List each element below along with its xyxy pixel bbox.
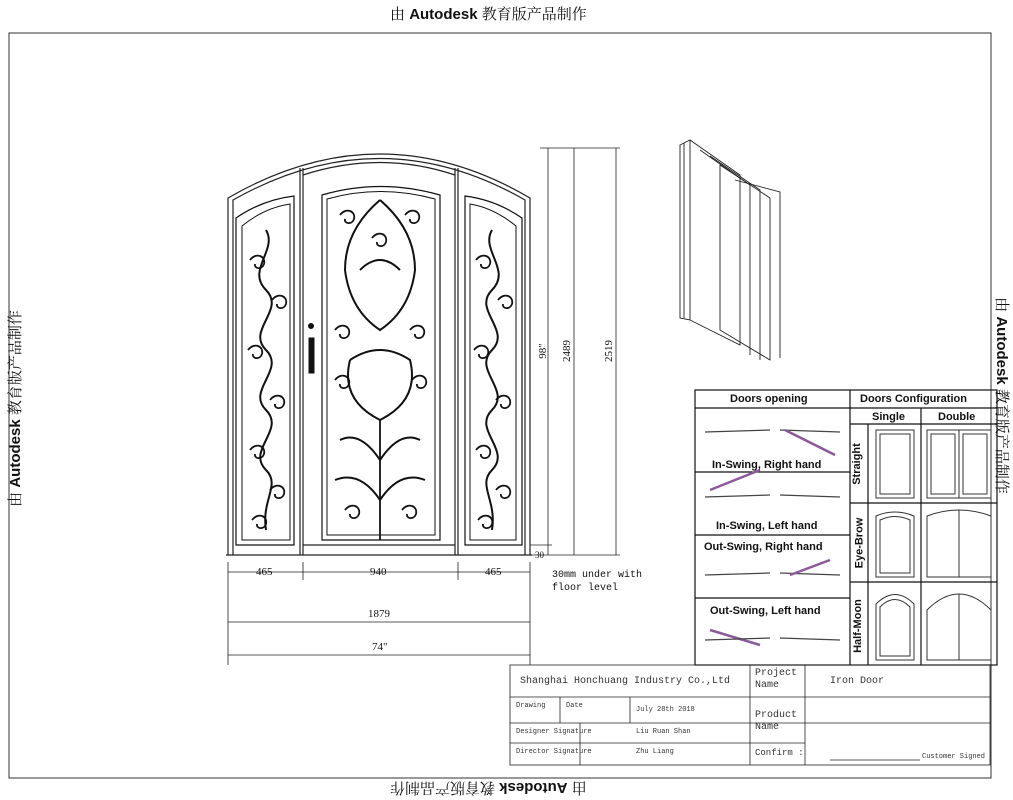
tb-project-label: Project Name [755, 668, 798, 691]
door-handle [309, 338, 314, 373]
watermark-brand: Autodesk [992, 316, 1010, 385]
tb-drawing-label: Drawing [516, 702, 546, 710]
legend-swing-out-left: Out-Swing, Left hand [710, 605, 821, 617]
watermark-brand: Autodesk [499, 779, 568, 796]
watermark-suffix: 教育版产品制作 [6, 310, 24, 416]
dim-height-door: 2489 [561, 340, 573, 362]
door-outline [226, 154, 532, 555]
center-door [309, 187, 441, 541]
tb-director-label: Director Signature [516, 748, 592, 756]
dim-height-in: 98" [536, 343, 549, 359]
legend-swing-out-right: Out-Swing, Right hand [704, 541, 823, 553]
dim-center: 940 [370, 566, 387, 578]
drawing-border [6, 33, 991, 778]
watermark-prefix: 由 [6, 491, 24, 507]
watermark-prefix: 由 [390, 6, 406, 23]
legend-swing-in-right: In-Swing, Right hand [712, 459, 822, 471]
door-lock [309, 324, 314, 329]
legend-opening-title: Doors opening [730, 393, 808, 405]
legend-row-straight: Straight [850, 443, 863, 485]
tb-customer-label: Customer Signed [922, 753, 986, 761]
dim-right-side: 465 [485, 566, 502, 578]
tb-confirm-label: Confirm : [755, 748, 804, 758]
legend-row-halfmoon: Half-Moon [851, 599, 864, 653]
dim-total-in: 74" [372, 641, 388, 653]
tb-product-label: Product Name [755, 710, 798, 733]
tb-company: Shanghai Honchuang Industry Co.,Ltd [520, 676, 731, 687]
dim-small: 30 [535, 550, 544, 560]
watermark-brand: Autodesk [409, 6, 478, 23]
dim-floor-note: 30mm under with floor level [552, 570, 643, 594]
dim-height-total: 2519 [603, 340, 615, 362]
watermark-suffix: 教育版产品制作 [481, 6, 587, 23]
tb-director-value: Zhu Liang [636, 748, 674, 756]
dim-total-mm: 1879 [368, 608, 390, 620]
right-sidelite [465, 196, 522, 545]
watermark-prefix: 由 [992, 297, 1010, 313]
legend-col-single: Single [872, 411, 906, 423]
side-view [680, 140, 780, 360]
watermark-suffix: 教育版产品制作 [390, 779, 496, 796]
legend-swing-in-left: In-Swing, Left hand [716, 520, 818, 532]
watermark-suffix: 教育版产品制作 [992, 388, 1010, 494]
legend-col-double: Double [938, 411, 976, 423]
tb-date-label: Date [566, 702, 583, 710]
legend-row-eyebrow: Eye-Brow [853, 517, 866, 569]
tb-project-value: Iron Door [830, 676, 885, 687]
watermark-brand: Autodesk [6, 419, 24, 488]
dim-left-side: 465 [256, 566, 273, 578]
legend-config-title: Doors Configuration [860, 393, 967, 405]
left-sidelite [236, 196, 294, 545]
tb-designer-value: Liu Ruan Shan [636, 728, 691, 736]
tb-date-value: July 28th 2018 [636, 706, 695, 714]
tb-designer-label: Designer Signature [516, 728, 592, 736]
watermark-prefix: 由 [571, 779, 587, 796]
config-sketches [876, 430, 991, 660]
